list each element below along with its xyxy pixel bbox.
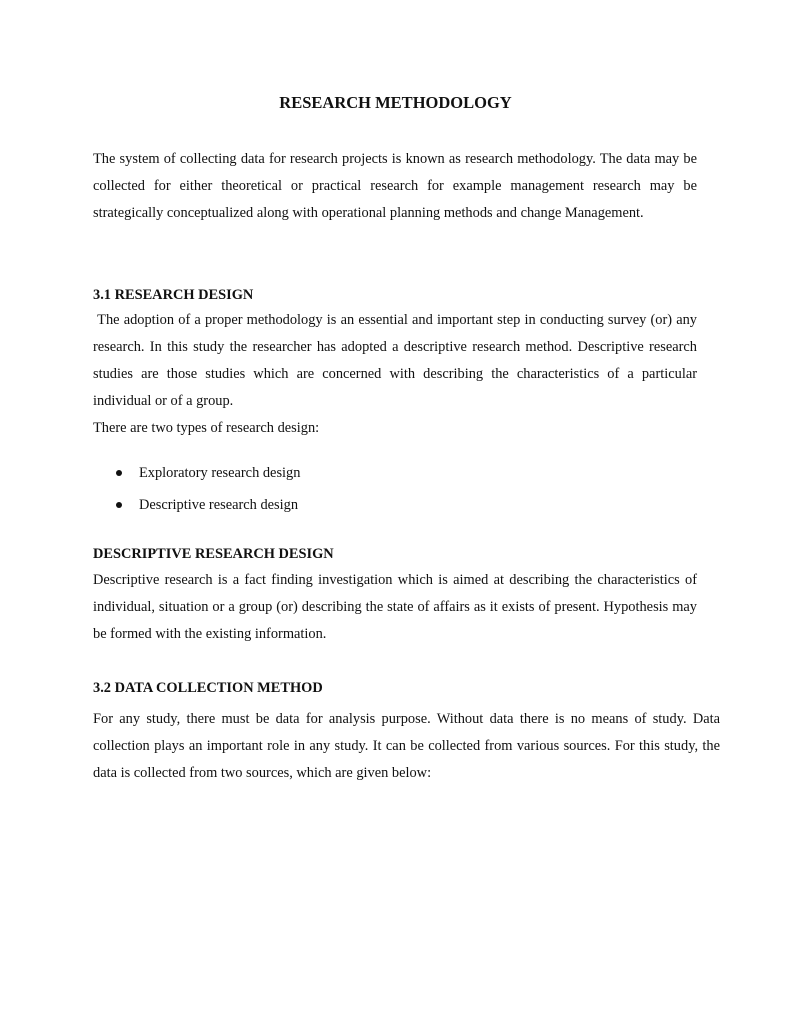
list-item-label: Exploratory research design	[139, 465, 301, 481]
descriptive-research-paragraph: Descriptive research is a fact finding investigation which is aimed at describing the characteristics of individual, situation or a group (or) describing the state of affairs as it exists of present. Hypothesis may be formed with the existing information.	[93, 572, 697, 642]
types-intro-text: There are two types of research design:	[93, 420, 320, 436]
page-title: RESEARCH METHODOLOGY	[279, 93, 512, 112]
section-heading-research-design: 3.1 RESEARCH DESIGN	[93, 287, 254, 303]
list-item-label: Descriptive research design	[139, 497, 299, 513]
intro-paragraph: The system of collecting data for research projects is known as research methodology. The data may be collected for either theoretical or practical research for example management research may be strategically conceptualized along with operational planning methods and change Management.	[93, 151, 697, 221]
list-item	[93, 462, 300, 494]
section-heading-data-collection-method: 3.2 DATA COLLECTION METHOD	[93, 680, 323, 696]
research-design-types-list	[93, 462, 300, 526]
bullet-icon	[116, 502, 122, 508]
list-item	[93, 494, 300, 526]
section-heading-descriptive-research-design: DESCRIPTIVE RESEARCH DESIGN	[93, 546, 334, 562]
bullet-icon	[116, 470, 122, 476]
research-design-paragraph: The adoption of a proper methodology is an essential and important step in conducting survey (or) any research. In this study the researcher has adopted a descriptive research method. Descriptive research studies are those studies which are concerned with describing the characteristics of a particular individual or of a group.	[93, 312, 701, 409]
data-collection-paragraph: For any study, there must be data for analysis purpose. Without data there is no means of study. Data collection plays an important role in any study. It can be collected from various sources. For this study, the data is collected from two sources, which are given below:	[93, 711, 720, 781]
